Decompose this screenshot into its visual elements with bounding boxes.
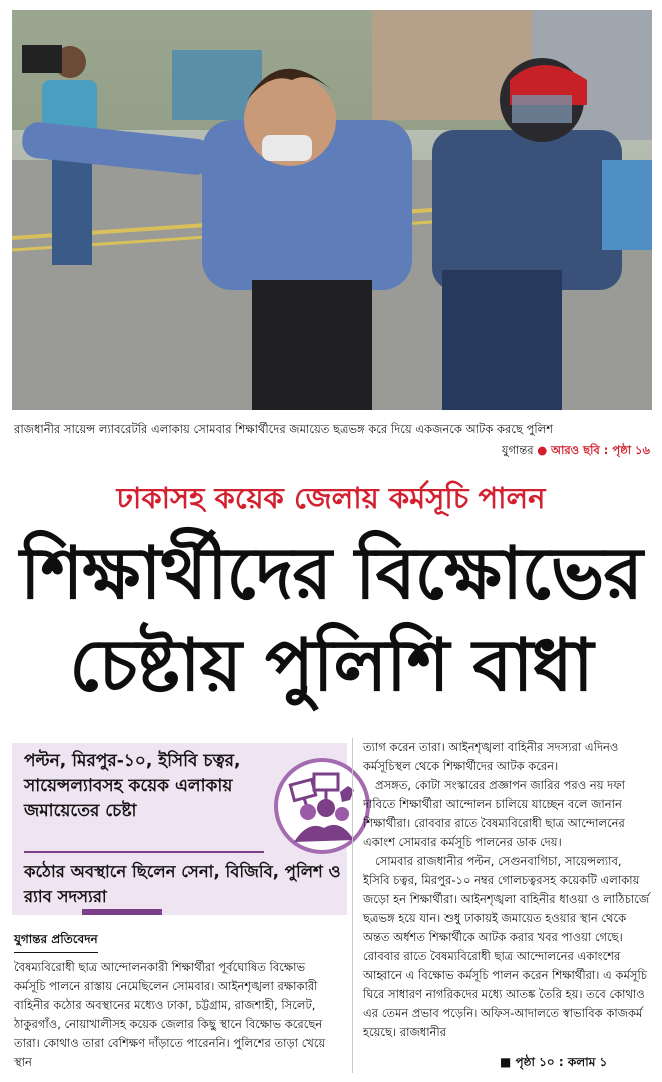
- body-paragraph-2: প্রসঙ্গত, কোটা সংস্কারের প্রজ্ঞাপন জারির পরও নয় দফা দাবিতে শিক্ষার্থীরা আন্দোলন চালিয়ে যাচ্ছেন বলে জানান শিক্ষার্থীরা। রোববার রাতে বৈষম্যবিরোধী ছাত্র আন্দোলনের একাংশ সোমবার কর্মসূচি পালনের ডাক দেয়।: [363, 778, 625, 849]
- body-paragraph-1: ত্যাগ করেন তারা। আইনশৃঙ্খলা বাহিনীর সদস্যরা এদিনও কর্মসূচিস্থল থেকে শিক্ষার্থীদের আটক করেন।: [363, 740, 619, 773]
- highlight-point-1: পল্টন, মিরপুর-১০, ইসিবি চত্বর, সায়েন্সল্যাবসহ কয়েক এলাকায় জমায়েতের চেষ্টা: [24, 751, 241, 821]
- bullet-icon: ●: [537, 443, 548, 457]
- highlight-accent-bar: [82, 909, 162, 915]
- headline: [0, 527, 662, 711]
- body-paragraph-3: সোমবার রাজধানীর পল্টন, সেগুনবাগিচা, সায়েন্সল্যাব, ইসিবি চত্বর, মিরপুর-১০ নম্বর গোলচত্বরসহ কয়েকটি এলাকায় জড়ো হন শিক্ষার্থীরা। আইনশৃঙ্খলা বাহিনীর ধাওয়া ও লাঠিচার্জে ছত্রভঙ্গ হয়ে যান। শুধু ঢাকায়ই জমায়েত হওয়ার স্থান থেকে অন্তত অর্ধশত শিক্ষার্থীকে আটক করার খবর পাওয়া গেছে। রোববার রাতে বৈষম্যবিরোধী ছাত্র আন্দোলনের একাংশের আহ্বানে এ বিক্ষোভ কর্মসূচি পালন করেন শিক্ষার্থীরা। এ কর্মসূচি ঘিরে সাধারণ নাগরিকদের মধ্যে আতঙ্ক তৈরি হয়। তবে কোথাও এর তেমন প্রভাব পড়েনি। অফিস-আদালতে স্বাভাবিক কাজকর্ম হয়েছে। রাজধানীর: [363, 854, 650, 1039]
- column-divider: [352, 738, 353, 1073]
- lead-photo: [12, 10, 652, 410]
- kicker: ঢাকাসহ কয়েক জেলায় কর্মসূচি পালন: [116, 481, 546, 515]
- photo-caption: [14, 420, 650, 466]
- continued-on[interactable]: [500, 1054, 607, 1074]
- body-column-right: [363, 738, 651, 1042]
- continued-page-ref: পৃষ্ঠা ১০ : কলাম ১: [515, 1055, 608, 1069]
- protest-icon: [274, 758, 370, 854]
- square-bullet-icon: ■: [500, 1055, 516, 1069]
- highlight-point-2: কঠোর অবস্থানে ছিলেন সেনা, বিজিবি, পুলিশ ও র‌্যাব সদস্যরা: [24, 862, 341, 906]
- headline-line-1: শিক্ষার্থীদের বিক্ষোভের: [19, 531, 643, 615]
- caption-text: রাজধানীর সায়েন্স ল্যাবরেটরি এলাকায় সোমবার শিক্ষার্থীদের জমায়েত ছত্রভঙ্গ করে দিয়ে একজনকে আটক করছে পুলিশ: [14, 422, 554, 436]
- byline: যুগান্তর প্রতিবেদন: [14, 931, 98, 953]
- caption-credit-line: [502, 441, 650, 460]
- photo-credit: যুগান্তর: [501, 443, 534, 457]
- highlight-divider: [24, 851, 264, 853]
- body-paragraph: বৈষম্যবিরোধী ছাত্র আন্দোলনকারী শিক্ষার্থীরা পূর্বঘোষিত বিক্ষোভ কর্মসূচি পালনে রাস্তায় নেমেছিলেন সোমবার। আইনশৃঙ্খলা রক্ষাকারী বাহিনীর কঠোর অবস্থানের মধ্যেও ঢাকা, চট্টগ্রাম, রাজশাহী, সিলেট, ঠাকুরগাঁও, নোয়াখালীসহ কয়েক জেলার কিছু স্থানে বিক্ষোভ করেছেন তারা। কোথাও তারা বেশিক্ষণ দাঁড়াতে পারেননি। পুলিশের তাড়া খেয়ে স্থান: [14, 960, 326, 1069]
- body-column-left: [14, 958, 332, 1072]
- more-photos-link[interactable]: আরও ছবি : পৃষ্ঠা ১৬: [550, 443, 650, 457]
- headline-line-2: চেষ্টায় পুলিশি বাধা: [69, 623, 593, 707]
- lead-photo-illustration: [12, 10, 652, 410]
